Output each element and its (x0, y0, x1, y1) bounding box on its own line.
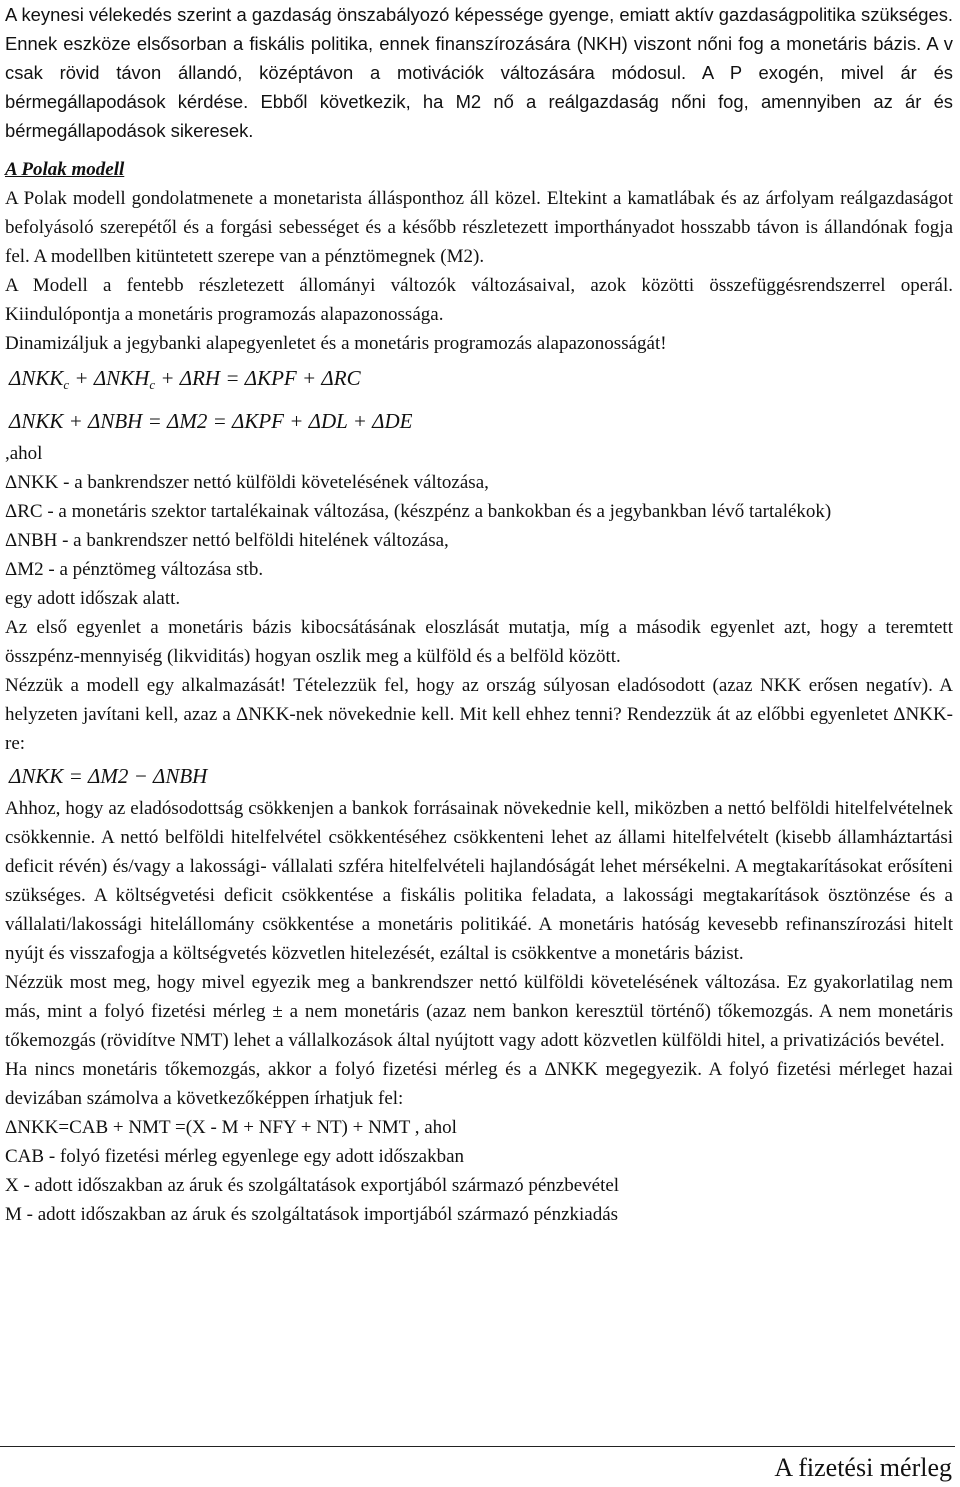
footer-divider (0, 1446, 955, 1447)
paragraph: Ha nincs monetáris tőkemozgás, akkor a folyó fizetési mérleg és a ΔNKK megegyezik. A folyó fizetési mérleget hazai devizában számolva a következőképpen írhatjuk fel: (5, 1059, 953, 1109)
footer-title: A fizetési mérleg (774, 1453, 952, 1482)
paragraph: Az első egyenlet a monetáris bázis kibocsátásának eloszlását mutatja, míg a második egyenlet azt, hogy a teremtett összpénz-mennyiség (likviditás) hogyan oszlik meg a külföld és a belföld között. (5, 617, 953, 667)
paragraph: Dinamizáljuk a jegybanki alapegyenletet és a monetáris programozás alapazonosságát! (5, 333, 667, 354)
definition-line: ΔRC - a monetáris szektor tartalékainak változása, (készpénz a bankokban és a jegybankban lévő tartalékok) (5, 501, 832, 522)
section-heading: A Polak modell (5, 159, 125, 180)
paragraph: A Modell a fentebb részletezett állományi változók változásaival, azok közötti összefüggésrendszerrel operál. Kiindulópontja a monetáris programozás alapazonossága. (5, 275, 953, 325)
formula-line: ΔNKK=CAB + NMT =(X - M + NFY + NT) + NMT , ahol (5, 1117, 457, 1138)
paragraph: ,ahol (5, 443, 43, 464)
definition-line: X - adott időszakban az áruk és szolgáltatások exportjából származó pénzbevétel (5, 1175, 620, 1196)
paragraph: A Polak modell gondolatmenete a monetarista állásponthoz áll közel. Eltekint a kamatlábak és az árfolyam reálgazdaságot befolyásoló szerepétől és a forgási sebességet és a később részletezett importhányadot hosszabb távon is állandónak fogja fel. A modellben kitüntetett szerepe van a pénztömegnek (M2). (5, 188, 953, 267)
definition-line: ΔNKK - a bankrendszer nettó külföldi követelésének változása, (5, 472, 489, 493)
eq-term: ΔNKH (93, 366, 150, 390)
paragraph: egy adott időszak alatt. (5, 588, 181, 609)
eq-subscript: c (63, 377, 70, 392)
document-page (5, 0, 953, 1229)
paragraph: Nézzük a modell egy alkalmazását! Tételezzük fel, hogy az ország súlyosan eladósodott (azaz NKK erősen negatív). A helyzeten javítani kell, azaz a ΔNKK-nek növekednie kell. Mit kell ehhez tenni? Rendezzük át az előbbi egyenletet ΔNKK-re: (5, 675, 953, 754)
equation-money-supply: ΔNKK + ΔNBH = ΔM2 = ΔKPF + ΔDL + ΔDE (9, 409, 413, 433)
definition-line: CAB - folyó fizetési mérleg egyenlege egy adott időszakban (5, 1146, 465, 1167)
paragraph: Ahhoz, hogy az eladósodottság csökkenjen a bankok forrásainak növekednie kell, miközben a nettó belföldi hitelfelvételnek csökkennie. A nettó belföldi hitelfelvétel csökkentéséhez csökkenteni lehet az állami hitelfelvételt (kisebb államháztartási deficit révén) és/vagy a lakossági- vállalati szféra hitelfelvételi hajlandóságát lehet mérsékelni. A megtakarításokat erősíteni szükséges. A költségvetési deficit csökkentése a fiskális politika feladata, a lakossági megtakarítások ösztönzése és a vállalati/lakossági hitelállomány csökkentése a monetáris politikáé. A monetáris hatóság kevesebb refinanszírozási hitelt nyújt és visszafogja a költségvetés közvetlen hitelezését, ezáltal is csökkentve a monetáris bázist. (5, 798, 953, 964)
definition-line: ΔM2 - a pénztömeg változása stb. (5, 559, 264, 580)
eq-subscript: c (149, 377, 156, 392)
eq-operator: + (69, 366, 94, 390)
intro-paragraph: A keynesi vélekedés szerint a gazdaság önszabályozó képessége gyenge, emiatt aktív gazdaságpolitika szükséges. Ennek eszköze elsősorban a fiskális politika, ennek finanszírozására (NKH) viszont nőni fog a monetáris bázis. A v csak rövid távon állandó, középtávon a motivációk változására módosul. A P exogén, mivel ár és bérmegállapodások kérdése. Ebből következik, ha M2 nő a reálgazdaság nőni fog, amennyiben az ár és bérmegállapodások sikeresek. (5, 4, 953, 141)
definition-line: M - adott időszakban az áruk és szolgáltatások importjából származó pénzkiadás (5, 1204, 619, 1225)
paragraph: Nézzük most meg, hogy mivel egyezik meg a bankrendszer nettó külföldi követelésének változása. Ez gyakorlatilag nem más, mint a folyó fizetési mérleg ± a nem monetáris (azaz nem bankon keresztül történő) tőkemozgás. A nem monetáris tőkemozgás (rövidítve NMT) lehet a vállalkozások által nyújtott vagy adott közvetlen külföldi hitel, a privatizációs bevétel. (5, 972, 953, 1051)
eq-rest: + ΔRH = ΔKPF + ΔRC (155, 366, 361, 390)
equation-monetary-base (9, 360, 953, 403)
definition-line: ΔNBH - a bankrendszer nettó belföldi hitelének változása, (5, 530, 449, 551)
equation-nkk: ΔNKK = ΔM2 − ΔNBH (9, 764, 208, 788)
eq-term: ΔNKK (9, 366, 64, 390)
